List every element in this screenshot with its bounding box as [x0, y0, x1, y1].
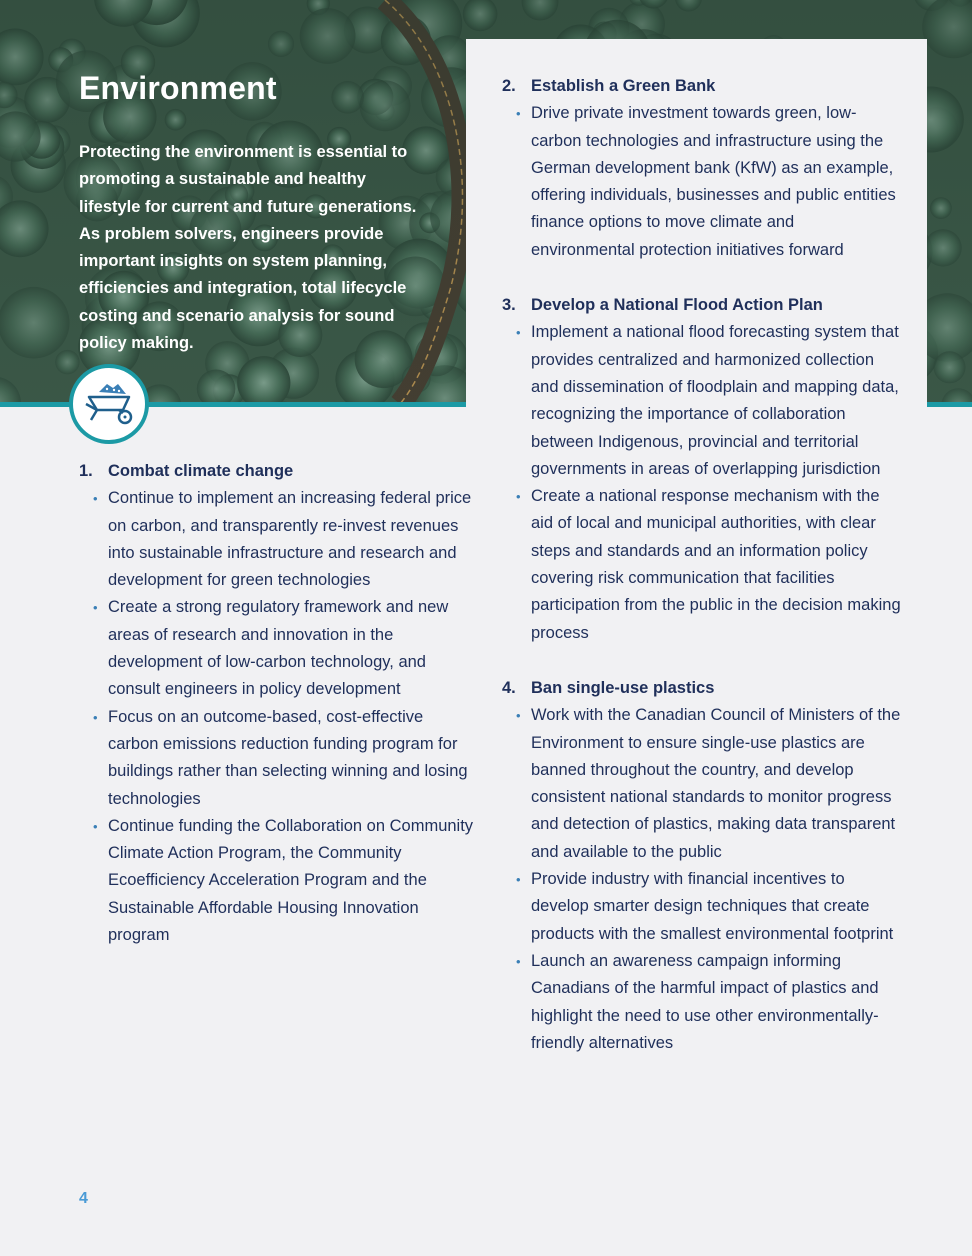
- bullet-icon: •: [93, 600, 98, 616]
- list-item: • Launch an awareness campaign informing Canadians of the harmful impact of plastics and highlight the need to use other environmentally-friendly alternatives: [515, 948, 902, 1057]
- page-number: 4: [79, 1190, 88, 1207]
- right-column: [502, 73, 902, 1085]
- list-item: • Focus on an outcome-based, cost-effective carbon emissions reduction funding program for buildings rather than selecting winning and losing technologies: [92, 704, 474, 813]
- list-item: • Drive private investment towards green, low-carbon technologies and infrastructure using the German development bank (KfW) as an example, offering individuals, businesses and public entities finance options to move climate and environmental protection initiatives forward: [515, 100, 902, 264]
- list-item: • Continue funding the Collaboration on Community Climate Action Program, the Community Ecoefficiency Acceleration Program and the Sustainable Affordable Housing Innovation program: [92, 813, 474, 949]
- list-item: • Provide industry with financial incentives to develop smarter design techniques that create products with the smallest environmental footprint: [515, 866, 902, 948]
- list-item: • Implement a national flood forecasting system that provides centralized and harmonized collection and dissemination of floodplain and mapping data, recognizing the importance of collaboration between Indigenous, provincial and territorial governments in areas of overlapping jurisdiction: [515, 319, 902, 483]
- bullet-icon: •: [516, 953, 521, 969]
- section-number: 2.: [502, 77, 516, 95]
- wheelbarrow-icon: [69, 364, 149, 444]
- list-item: • Work with the Canadian Council of Ministers of the Environment to ensure single-use plastics are banned throughout the country, and develop consistent national standards to monitor progress and detection of plastics, making data transparent and available to the public: [515, 702, 902, 866]
- bullet-icon: •: [516, 325, 521, 341]
- bullet-list: [502, 100, 902, 264]
- section-green-bank: [502, 73, 902, 264]
- bullet-icon: •: [93, 491, 98, 507]
- section-flood-action-plan: [502, 292, 902, 647]
- intro-paragraph: Protecting the environment is essential to promoting a sustainable and healthy lifestyle for current and future generations. As problem solvers, engineers provide important insights on system planning, efficiencies and integration, total lifecycle costing and scenario analysis for sound policy making.: [79, 143, 417, 353]
- section-number: 3.: [502, 296, 516, 315]
- bullet-list: [502, 702, 902, 1057]
- bullet-icon: •: [516, 872, 521, 888]
- list-item: • Continue to implement an increasing federal price on carbon, and transparently re-invest revenues into sustainable infrastructure and research and development for green technologies: [92, 485, 474, 594]
- bullet-list: [502, 319, 902, 647]
- bullet-icon: •: [93, 818, 98, 834]
- bullet-icon: •: [516, 708, 521, 724]
- section-number: 1.: [79, 462, 93, 480]
- list-item: • Create a national response mechanism with the aid of local and municipal authorities, with clear steps and standards and an information policy covering risk communication that facilities participation from the public in the decision making process: [515, 483, 902, 647]
- section-title: Establish a Green Bank: [531, 77, 716, 95]
- section-combat-climate-change: [79, 458, 474, 949]
- section-number: 4.: [502, 678, 516, 697]
- section-title: Develop a National Flood Action Plan: [531, 296, 823, 315]
- section-title: Combat climate change: [108, 462, 294, 480]
- section-ban-plastics: [502, 675, 902, 1057]
- left-column: [79, 458, 474, 977]
- section-title: Ban single-use plastics: [531, 678, 715, 697]
- bullet-icon: •: [516, 489, 521, 505]
- list-item: • Create a strong regulatory framework and new areas of research and innovation in the development of low-carbon technology, and consult engineers in policy development: [92, 594, 474, 703]
- page-title: Environment: [79, 70, 277, 106]
- bullet-icon: •: [93, 709, 98, 725]
- bullet-icon: •: [516, 106, 521, 122]
- bullet-list: [79, 485, 474, 949]
